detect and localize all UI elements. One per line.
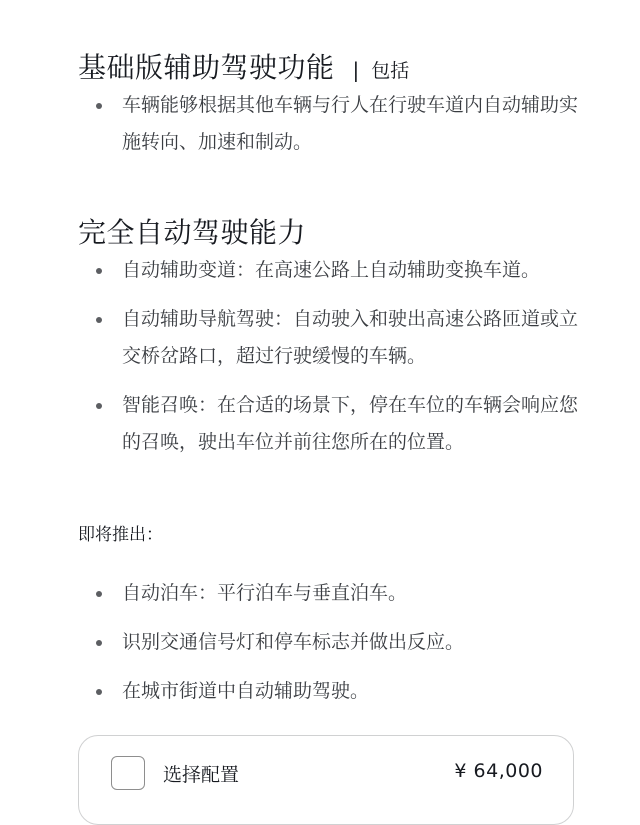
bullet-icon (96, 103, 102, 109)
feature-text: 在城市街道中自动辅助驾驶。 (122, 680, 370, 702)
basic-autopilot-header (78, 46, 409, 86)
list-item (0, 624, 582, 661)
basic-autopilot-subtitle: 包括 (371, 60, 410, 82)
feature-text: 自动泊车：平行泊车与垂直泊车。 (122, 582, 408, 604)
list-item (0, 575, 582, 612)
list-item (0, 252, 582, 289)
feature-text: 智能召唤：在合适的场景下，停在车位的车辆会响应您的召唤，驶出车位并前往您所在的位置。 (122, 394, 579, 453)
bullet-icon (96, 268, 102, 274)
list-item (0, 301, 582, 375)
header-separator: | (352, 58, 360, 82)
list-item (0, 387, 582, 461)
feature-text: 识别交通信号灯和停车标志并做出反应。 (122, 631, 465, 653)
bullet-icon (96, 317, 102, 323)
list-item (0, 673, 582, 710)
basic-autopilot-title: 基础版辅助驾驶功能 (78, 51, 335, 84)
list-item (0, 87, 582, 161)
fsd-feature-list (0, 252, 582, 461)
feature-text: 自动辅助变道：在高速公路上自动辅助变换车道。 (122, 259, 541, 281)
bullet-icon (96, 689, 102, 695)
config-checkbox[interactable] (111, 756, 145, 790)
fsd-header (78, 211, 306, 251)
upcoming-label: 即将推出： (78, 525, 163, 545)
config-label: 选择配置 (163, 764, 240, 786)
upcoming-feature-list (0, 575, 582, 710)
bullet-icon (96, 403, 102, 409)
feature-text: 车辆能够根据其他车辆与行人在行驶车道内自动辅助实施转向、加速和制动。 (122, 94, 579, 153)
feature-text: 自动辅助导航驾驶：自动驶入和驶出高速公路匝道或立交桥岔路口，超过行驶缓慢的车辆。 (122, 308, 579, 367)
basic-feature-list (0, 87, 582, 161)
bullet-icon (96, 640, 102, 646)
fsd-title: 完全自动驾驶能力 (78, 216, 307, 249)
bullet-icon (96, 591, 102, 597)
config-price: ¥ 64,000 (454, 760, 543, 782)
config-option-card[interactable] (78, 735, 574, 825)
